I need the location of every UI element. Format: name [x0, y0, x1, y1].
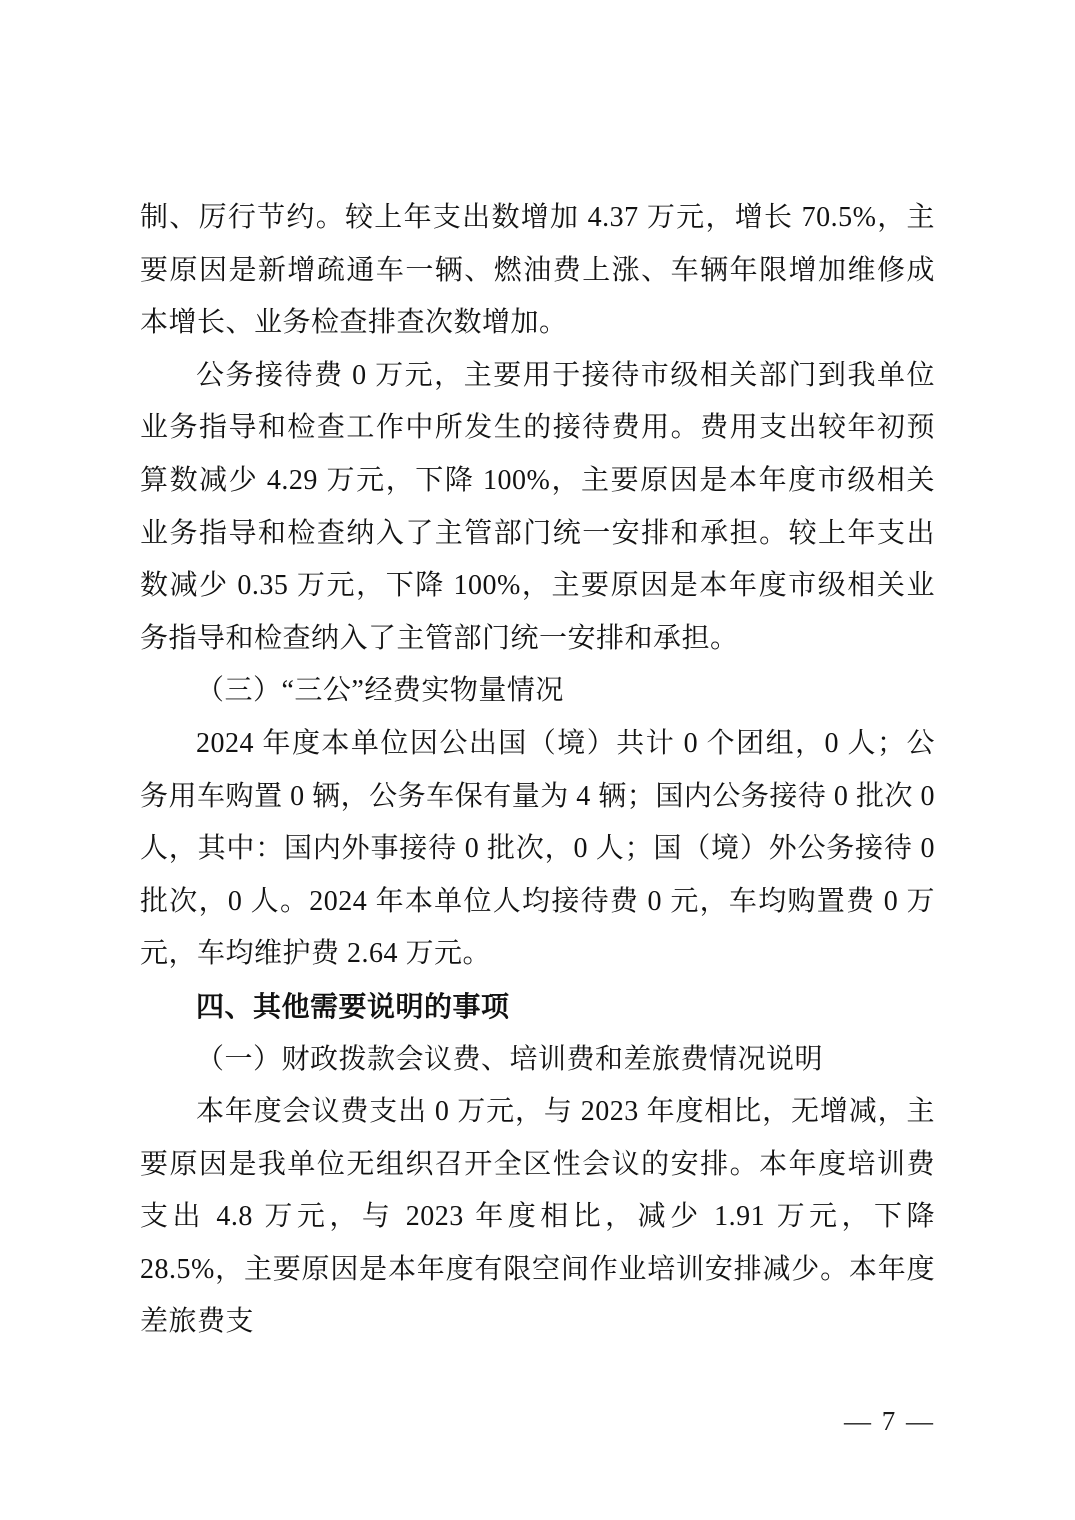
paragraph-official-reception-expense: 公务接待费 0 万元，主要用于接待市级相关部门到我单位业务指导和检查工作中所发生的接待费用。费用支出较年初预算数减少 4.29 万元，下降 100%，主要原因是本年度市级相关业务指导和检查纳入了主管部门统一安排和承担。较上年支出数减少 0.35 万元，下降 100%，主要原因是本年度市级相关业务指导和检查纳入了主管部门统一安排和承担。	[140, 359, 935, 654]
paragraph-physical-quantity-details: 2024 年度本单位因公出国（境）共计 0 个团组，0 人；公务用车购置 0 辆，公务车保有量为 4 辆；国内公务接待 0 批次 0 人，其中：国内外事接待 0 批次，0 人；国（境）外公务接待 0 批次，0 人。2024 年本单位人均接待费 0 元，车均购置费 0 万元，车均维护费 2.64 万元。	[140, 727, 935, 970]
document-body	[140, 192, 935, 1349]
paragraph-meeting-training-travel-details: 本年度会议费支出 0 万元，与 2023 年度相比，无增减，主要原因是我单位无组织召开全区性会议的安排。本年度培训费支出 4.8 万元，与 2023 年度相比，减少 1.91 万元，下降 28.5%，主要原因是本年度有限空间作业培训安排减少。本年度差旅费支	[140, 1096, 935, 1338]
paragraph-vehicle-expense-increase: 制、厉行节约。较上年支出数增加 4.37 万元，增长 70.5%，主要原因是新增疏通车一辆、燃油费上涨、车辆年限增加维修成本增长、业务检查排查次数增加。	[140, 202, 935, 339]
subheading-three-public-expense-volume: （三）“三公”经费实物量情况	[196, 675, 564, 707]
heading-section-four-other-matters: 四、其他需要说明的事项	[196, 990, 510, 1022]
subheading-meeting-training-travel-fees: （一）财政拨款会议费、培训费和差旅费情况说明	[196, 1043, 824, 1075]
page-number: — 7 —	[844, 1406, 935, 1436]
